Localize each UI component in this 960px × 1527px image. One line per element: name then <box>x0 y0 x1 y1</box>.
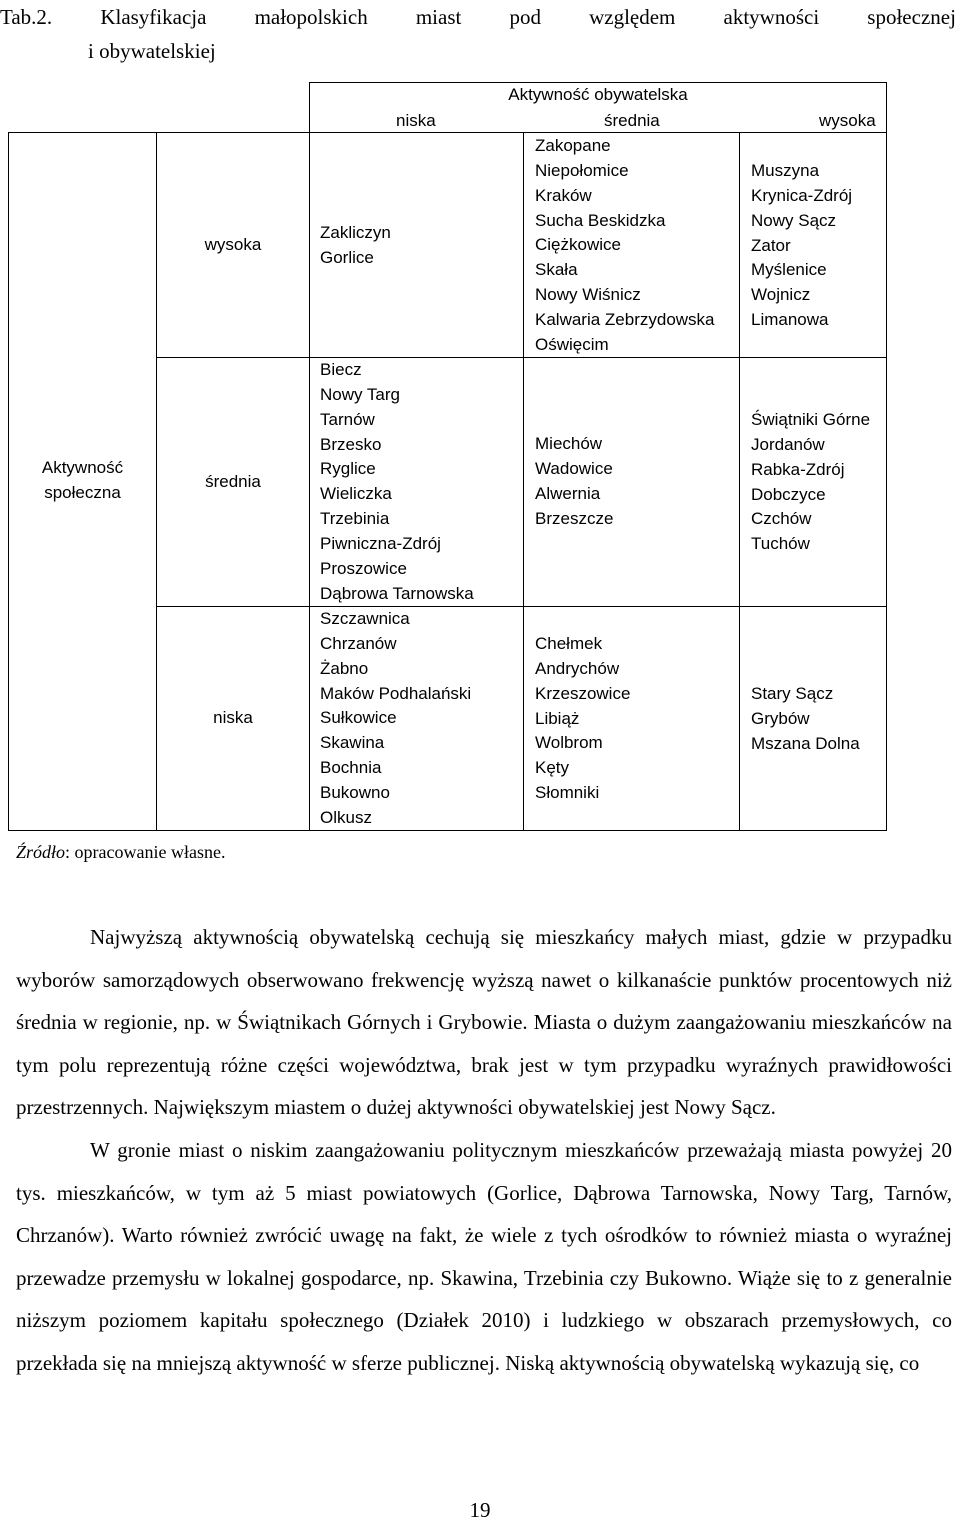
caption-word: Tab.2. <box>0 5 53 29</box>
caption-word: miast <box>415 5 462 29</box>
source-label: Źródło <box>16 842 66 862</box>
city-name: Dobczyce <box>751 484 826 504</box>
city-name: Wadowice <box>535 458 613 478</box>
row-header-niska: niska <box>213 708 253 727</box>
table-caption <box>0 0 960 68</box>
city-name: Tarnów <box>320 409 375 429</box>
city-name: Brzeszcze <box>535 508 614 528</box>
city-name: Miechów <box>535 434 603 453</box>
city-name: Ciężkowice <box>535 235 621 255</box>
caption-word: społecznej <box>867 5 956 29</box>
cell-wysoka-niska <box>320 221 391 271</box>
column-header-niska: niska <box>396 111 436 130</box>
table-border-right <box>886 82 887 831</box>
city-name: Oświęcim <box>535 334 609 354</box>
paragraph: W gronie miast o niskim zaangażowaniu politycznym mieszkańców przeważają miasta powyżej 20 tys. mieszkańców, w tym aż 5 miast powiatowych (Gorlice, Dąbrowa Tarnowska, Nowy Targ, Tarnów, Chrzanów). Warto również zwrócić uwagę na fakt, że wiele z tych ośrodków to również miasta o wyraźnej przewadze przemysłu w lokalnej gospodarce, np. Skawina, Trzebinia czy Bukowno. Wiąże się to z generalnie niższym poziomem kapitału społecznego (Działek 2010) i ludzkiego w obszarach przemysłowych, co przekłada się na mniejszą aktywność w sferze publicznej. Niską aktywnością obywatelską wykazują się, co <box>16 1137 952 1375</box>
row-group-header: Aktywność społeczna <box>41 458 124 502</box>
table-divider <box>156 606 887 607</box>
city-name: Stary Sącz <box>751 684 834 703</box>
cell-niska-srednia <box>535 632 630 806</box>
city-name: Grybów <box>751 708 810 728</box>
caption-line-1 <box>0 0 960 34</box>
city-name: Trzebinia <box>320 509 390 529</box>
body-text <box>16 916 952 1385</box>
city-name: Piwniczna-Zdrój <box>320 533 441 553</box>
city-name: Słomniki <box>535 783 600 803</box>
city-name: Gorlice <box>320 247 374 267</box>
cell-srednia-wysoka <box>751 408 870 557</box>
city-name: Kalwaria Zebrzydowska <box>535 309 715 329</box>
city-name: Kraków <box>535 185 592 205</box>
city-name: Myślenice <box>751 260 827 280</box>
table-divider <box>523 132 524 831</box>
city-name: Nowy Wiśnicz <box>535 285 641 305</box>
city-name: Rabka-Zdrój <box>751 459 845 479</box>
column-header-wysoka: wysoka <box>819 111 876 130</box>
city-name: Skawina <box>320 733 385 753</box>
cell-wysoka-srednia <box>535 134 715 358</box>
city-name: Brzesko <box>320 434 382 454</box>
city-name: Wolbrom <box>535 733 603 753</box>
city-name: Ryglice <box>320 459 376 479</box>
source-note <box>16 842 225 863</box>
city-name: Krzeszowice <box>535 683 631 703</box>
city-name: Zator <box>751 235 791 255</box>
city-name: Sułkowice <box>320 708 397 728</box>
city-name: Skała <box>535 260 578 280</box>
city-name: Żabno <box>320 658 369 678</box>
city-name: Szczawnica <box>320 609 410 628</box>
caption-word: Klasyfikacja <box>100 5 207 29</box>
city-name: Maków Podhalański <box>320 683 472 703</box>
city-name: Sucha Beskidzka <box>535 210 666 230</box>
source-text: : opracowanie własne. <box>65 842 226 862</box>
city-name: Niepołomice <box>535 160 629 180</box>
caption-line-2: i obywatelskiej <box>88 39 216 63</box>
column-group-header: Aktywność obywatelska <box>508 85 688 104</box>
city-name: Nowy Targ <box>320 384 400 404</box>
city-name: Muszyna <box>751 161 820 180</box>
cell-srednia-niska <box>320 358 474 606</box>
city-name: Jordanów <box>751 434 825 454</box>
city-name: Nowy Sącz <box>751 210 837 230</box>
city-name: Tuchów <box>751 534 810 554</box>
city-name: Kęty <box>535 758 570 778</box>
cell-niska-niska <box>320 607 471 831</box>
city-name: Olkusz <box>320 807 372 827</box>
city-name: Czchów <box>751 509 812 529</box>
row-header-wysoka: wysoka <box>204 235 262 254</box>
city-name: Bochnia <box>320 758 382 778</box>
city-name: Andrychów <box>535 658 620 678</box>
table-divider <box>156 357 887 358</box>
caption-word: aktywności <box>723 5 820 29</box>
cell-wysoka-wysoka <box>751 159 852 333</box>
city-name: Świątniki Górne <box>751 410 871 429</box>
city-name: Mszana Dolna <box>751 733 860 753</box>
page-number: 19 <box>469 1498 491 1522</box>
city-name: Bukowno <box>320 782 390 802</box>
city-name: Biecz <box>320 360 362 379</box>
caption-word: małopolskich <box>254 5 368 29</box>
city-name: Libiąż <box>535 708 580 728</box>
city-name: Wieliczka <box>320 484 392 504</box>
city-name: Krynica-Zdrój <box>751 185 853 205</box>
cell-srednia-srednia <box>535 432 613 531</box>
paragraph: Najwyższą aktywnością obywatelską cechują się mieszkańcy małych miast, gdzie w przypadku wyborów samorządowych obserwowano frekwencję wyższą nawet o kilkanaście punktów procentowych niż średnia w regionie, np. w Świątnikach Górnych i Grybowie. Miasta o dużym zaangażowaniu mieszkańców na tym polu reprezentują różne części województwa, brak jest w tym przypadku wyraźnych prawidłowości przestrzennych. Największym miastem o dużej aktywności obywatelskiej jest Nowy Sącz. <box>16 925 952 1120</box>
city-name: Zakopane <box>535 136 611 155</box>
city-name: Zakliczyn <box>320 223 391 242</box>
city-name: Proszowice <box>320 558 407 578</box>
city-name: Wojnicz <box>751 285 811 305</box>
caption-word: pod <box>509 5 541 29</box>
city-name: Chrzanów <box>320 633 397 653</box>
city-name: Limanowa <box>751 310 829 330</box>
caption-word: względem <box>589 5 676 29</box>
table-divider <box>739 132 740 831</box>
table-divider <box>8 132 887 133</box>
row-header-srednia: średnia <box>205 472 261 491</box>
column-header-srednia: średnia <box>604 111 660 130</box>
city-name: Chełmek <box>535 634 603 653</box>
city-name: Alwernia <box>535 483 601 503</box>
city-name: Dąbrowa Tarnowska <box>320 583 474 603</box>
cell-niska-wysoka <box>751 682 860 757</box>
table-divider <box>309 82 310 831</box>
